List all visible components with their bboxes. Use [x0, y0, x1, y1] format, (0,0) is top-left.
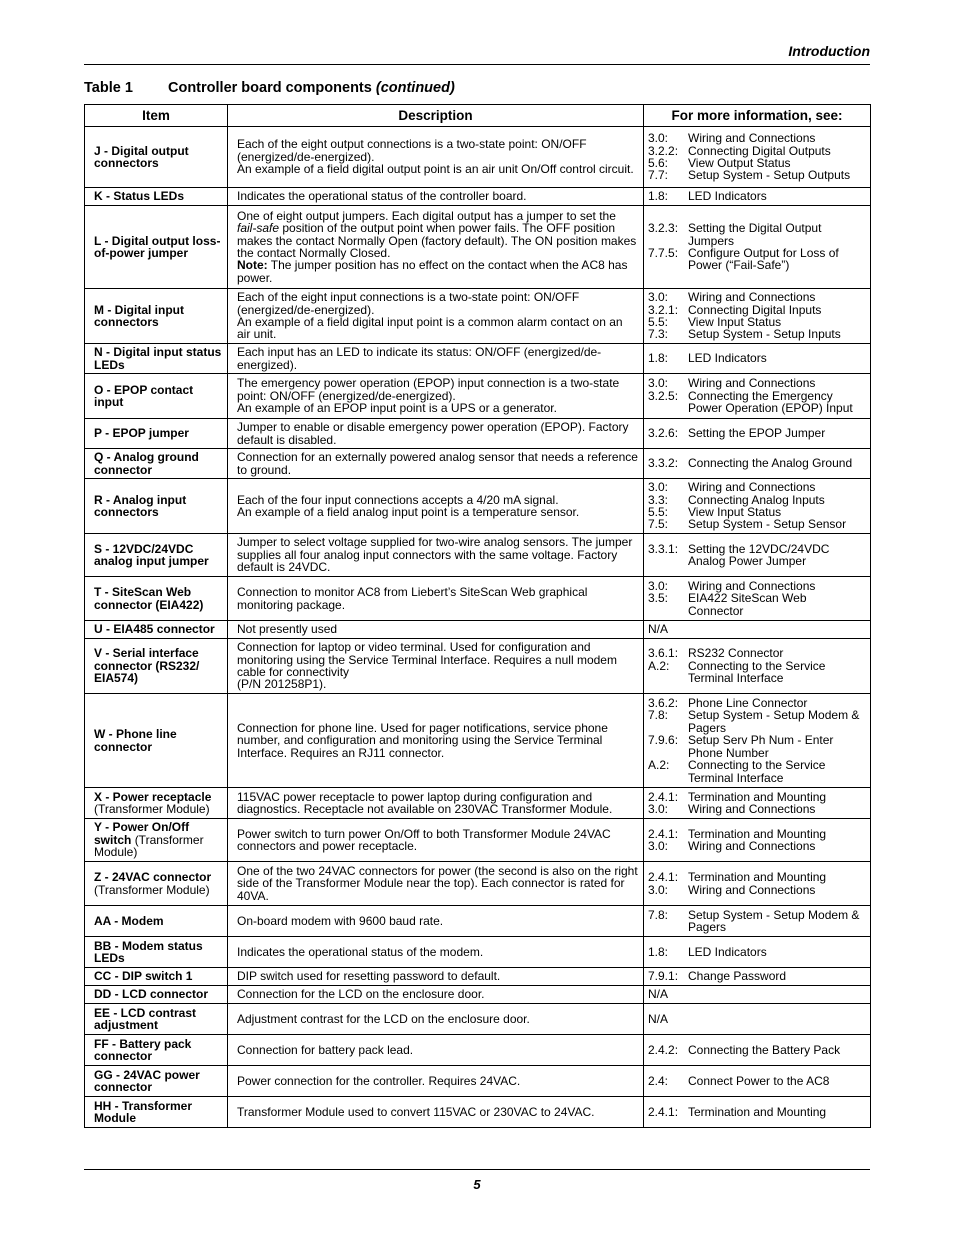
reference-title: View Output Status [688, 156, 791, 170]
table-number: Table 1 [84, 80, 133, 96]
reference-title: Wiring and Connections [688, 578, 816, 593]
references-cell [644, 289, 871, 344]
description-cell [228, 862, 644, 906]
item-cell [85, 289, 228, 344]
column-header-description: Description [228, 105, 644, 127]
reference-section: 2.4.1: [648, 789, 679, 804]
table-row [85, 937, 871, 968]
references-cell [644, 419, 871, 449]
desc-text: Each of the eight output connections is a two-state point: ON/OFF (energized/de-energized). [237, 137, 587, 164]
table-body [85, 127, 871, 1128]
reference-entry [648, 970, 865, 982]
footer-rule [84, 1169, 870, 1170]
reference-title: Connecting Analog Inputs [688, 492, 825, 507]
item-cell [85, 906, 228, 937]
reference-section: 7.9.6: [648, 733, 679, 748]
item-label: U - EIA485 connector [94, 622, 215, 637]
item-label: S - 12VDC/24VDC analog input jumper [94, 541, 209, 568]
item-label: Y - Power On/Off switch [94, 820, 190, 847]
description-cell [228, 534, 644, 577]
desc-text: DIP switch used for resetting password to default. [237, 969, 501, 984]
reference-title [688, 1013, 865, 1025]
table-row [85, 694, 871, 788]
desc-text: 115VAC power receptacle to power laptop during configuration and diagnostics. Receptacle not available on 230VAC Transformer Module. [237, 789, 613, 816]
reference-entry [648, 1075, 865, 1087]
reference-section: 3.6.2: [648, 696, 679, 711]
reference-title: Change Password [688, 969, 787, 984]
desc-text: (P/N 201258P1). [237, 677, 327, 692]
table-row [85, 1097, 871, 1128]
reference-section: 7.5: [648, 517, 669, 532]
reference-entry [648, 543, 865, 568]
reference-entry [648, 946, 865, 958]
reference-section: 3.6.1: [648, 646, 679, 661]
table-row [85, 1004, 871, 1035]
page-number: 5 [473, 1177, 481, 1192]
description-cell [228, 968, 644, 986]
references-cell [644, 986, 871, 1004]
description-cell [228, 639, 644, 694]
item-cell [85, 937, 228, 968]
reference-section: 2.4.1: [648, 826, 679, 841]
references-cell [644, 344, 871, 374]
item-cell [85, 344, 228, 374]
reference-section: 5.6: [648, 156, 669, 170]
desc-text: Jumper to select voltage supplied for two-wire analog sensors. The jumper supplies all four analog input connectors with the same voltage. Factory default is 24VDC. [237, 535, 633, 575]
reference-section: 5.5: [648, 315, 669, 329]
reference-section: 2.4: [648, 1073, 669, 1088]
description-cell [228, 1097, 644, 1128]
reference-title: Setting the EPOP Jumper [688, 426, 826, 441]
reference-title: RS232 Connector [688, 646, 784, 661]
reference-title: Setting the 12VDC/24VDC Analog Power Jumper [688, 541, 830, 568]
reference-entry [648, 518, 865, 530]
desc-text: An example of an EPOP input point is a UPS or a generator. [237, 401, 557, 416]
item-cell [85, 419, 228, 449]
item-label: FF - Battery pack connector [94, 1036, 192, 1063]
item-cell [85, 986, 228, 1004]
item-label: K - Status LEDs [94, 189, 185, 204]
reference-title: Termination and Mounting [688, 870, 827, 885]
reference-section: 3.2.6: [648, 426, 679, 441]
reference-entry [648, 1044, 865, 1056]
reference-section: 1.8: [648, 944, 669, 959]
reference-entry [648, 190, 865, 202]
item-cell [85, 1004, 228, 1035]
description-cell [228, 479, 644, 534]
reference-title: Termination and Mounting [688, 789, 827, 804]
references-cell [644, 621, 871, 639]
item-note: (Transformer Module) [94, 882, 210, 897]
reference-section: 3.3: [648, 492, 669, 507]
reference-section: 3.2.2: [648, 143, 679, 158]
references-cell [644, 1004, 871, 1035]
item-label: EE - LCD contrast adjustment [94, 1005, 197, 1032]
item-cell [85, 206, 228, 289]
reference-section: 7.7: [648, 168, 669, 183]
desc-text: One of eight output jumpers. Each digital output has a jumper to set the [237, 208, 616, 223]
references-cell [644, 862, 871, 906]
reference-title: Connecting to the Service Terminal Interface [688, 658, 826, 686]
desc-text: Indicates the operational status of the modem. [237, 944, 484, 959]
references-cell [644, 1097, 871, 1128]
desc-text: Power switch to turn power On/Off to both Transformer Module 24VAC connectors and power receptacle. [237, 826, 611, 853]
reference-entry [648, 132, 865, 144]
description-cell [228, 986, 644, 1004]
desc-text: Connection for laptop or video terminal. Used for configuration and monitoring using the Service Terminal Interface. Requires a null modem cable for connectivity [237, 640, 617, 679]
reference-title: Phone Line Connector [688, 696, 808, 711]
item-label: HH - Transformer Module [94, 1098, 193, 1125]
table-row [85, 862, 871, 906]
desc-text: On-board modem with 9600 baud rate. [237, 913, 444, 928]
references-cell [644, 534, 871, 577]
reference-section: 2.4.1: [648, 1104, 679, 1119]
table-row [85, 188, 871, 206]
reference-section: 3.2.1: [648, 302, 679, 317]
reference-section: 7.3: [648, 327, 669, 342]
table-row [85, 374, 871, 419]
references-cell [644, 906, 871, 937]
table-row [85, 968, 871, 986]
reference-section: 3.0: [648, 480, 669, 495]
reference-title: Connecting the Analog Ground [688, 456, 853, 471]
references-cell [644, 1035, 871, 1066]
item-cell [85, 577, 228, 621]
references-cell [644, 206, 871, 289]
reference-title: Setup System - Setup Sensor [688, 517, 847, 532]
table-row [85, 206, 871, 289]
table-row [85, 449, 871, 479]
reference-section: A.2: [648, 758, 670, 773]
reference-section: 7.8: [648, 708, 669, 723]
desc-emphasis: fail-safe [237, 221, 280, 236]
item-label: O - EPOP contact input [94, 382, 194, 409]
table-row [85, 534, 871, 577]
reference-entry [648, 291, 865, 303]
table-row [85, 639, 871, 694]
reference-title: Wiring and Connections [688, 376, 816, 391]
reference-title [688, 623, 865, 635]
reference-entry [648, 352, 865, 364]
reference-title: Configure Output for Loss of Power (“Fail-Safe”) [688, 246, 839, 273]
table-row [85, 1066, 871, 1097]
references-cell [644, 374, 871, 419]
reference-entry [648, 1106, 865, 1118]
item-label: T - SiteScan Web connector (EIA422) [94, 585, 204, 612]
item-label: GG - 24VAC power connector [94, 1067, 200, 1094]
item-cell [85, 788, 228, 819]
references-cell [644, 639, 871, 694]
reference-entry [648, 328, 865, 340]
reference-section: 2.4.2: [648, 1042, 679, 1057]
reference-entry [648, 647, 865, 659]
table-row [85, 289, 871, 344]
item-cell [85, 479, 228, 534]
references-cell [644, 819, 871, 862]
description-cell [228, 694, 644, 788]
references-cell [644, 788, 871, 819]
item-label: N - Digital input status LEDs [94, 345, 222, 372]
reference-title: Setup System - Setup Outputs [688, 168, 851, 183]
reference-entry [648, 660, 865, 685]
description-cell [228, 419, 644, 449]
table-row [85, 906, 871, 937]
reference-section: 1.8: [648, 189, 669, 204]
reference-section: 7.9.1: [648, 969, 679, 984]
reference-section: 3.0: [648, 802, 669, 816]
reference-section: 3.0: [648, 882, 669, 897]
reference-section: N/A [648, 1011, 669, 1026]
item-note: (Transformer Module) [94, 832, 204, 860]
reference-section: N/A [648, 622, 669, 637]
description-cell [228, 206, 644, 289]
desc-text: position of the output point when power fails. The OFF position makes the contact Normally Open (factory default). The ON position makes the contact Normally Closed. [237, 221, 637, 260]
reference-entry [648, 247, 865, 272]
reference-entry [648, 222, 865, 247]
table-row [85, 986, 871, 1004]
table-row [85, 127, 871, 188]
reference-section: 3.0: [648, 290, 669, 305]
desc-text: An example of a field digital output point is an air unit On/Off control circuit. [237, 162, 634, 177]
reference-section: N/A [648, 987, 669, 1002]
item-cell [85, 449, 228, 479]
reference-title: EIA422 SiteScan Web Connector [688, 591, 807, 618]
references-cell [644, 1066, 871, 1097]
reference-title: Connecting the Emergency Power Operation (EPOP) Input [688, 388, 853, 416]
column-header-references: For more information, see: [644, 105, 871, 127]
references-cell [644, 577, 871, 621]
item-label: Q - Analog ground connector [94, 450, 199, 477]
description-cell [228, 344, 644, 374]
references-cell [644, 968, 871, 986]
description-cell [228, 188, 644, 206]
desc-text: Each of the four input connections accepts a 4/20 mA signal. [237, 492, 559, 507]
description-cell [228, 1004, 644, 1035]
reference-section: 3.2.5: [648, 388, 679, 403]
desc-text: Jumper to enable or disable emergency power operation (EPOP). Factory default is disabled. [237, 420, 629, 447]
reference-title: Termination and Mounting [688, 826, 827, 841]
reference-entry [648, 427, 865, 439]
reference-section: 3.2.3: [648, 221, 679, 236]
reference-title: Connecting the Battery Pack [688, 1042, 841, 1057]
description-cell [228, 374, 644, 419]
desc-text: One of the two 24VAC connectors for power (the second is also on the right side of the Transformer Module near the top). Each connector is rated for 40VA. [237, 863, 638, 903]
reference-title: Wiring and Connections [688, 131, 816, 146]
reference-section: A.2: [648, 658, 670, 673]
reference-title: Setup System - Setup Inputs [688, 327, 841, 342]
reference-title: LED Indicators [688, 351, 767, 366]
desc-text: An example of a field analog input point is a temperature sensor. [237, 505, 580, 519]
reference-title: Connecting to the Service Terminal Interface [688, 758, 826, 785]
item-note: (Transformer Module) [94, 802, 210, 816]
description-cell [228, 906, 644, 937]
item-label: DD - LCD connector [94, 987, 208, 1002]
desc-text: Not presently used [237, 622, 338, 637]
desc-text: The emergency power operation (EPOP) input connection is a two-state point: ON/OFF (energized/de-energized). [237, 376, 620, 403]
reference-entry [648, 840, 865, 852]
table-row [85, 621, 871, 639]
reference-section: 3.0: [648, 839, 669, 853]
desc-text: An example of a field digital input point is a common alarm contact on an air unit. [237, 315, 623, 342]
reference-section: 7.7.5: [648, 246, 679, 260]
reference-entry [648, 734, 865, 759]
item-cell [85, 534, 228, 577]
table-continued: (continued) [375, 80, 455, 96]
column-header-item: Item [85, 105, 228, 127]
components-table [84, 104, 871, 1128]
description-cell [228, 819, 644, 862]
reference-section: 1.8: [648, 351, 669, 366]
table-row [85, 419, 871, 449]
item-cell [85, 639, 228, 694]
description-cell [228, 289, 644, 344]
desc-text: Connection to monitor AC8 from Liebert’s SiteScan Web graphical monitoring package. [237, 585, 588, 612]
reference-section: 3.5: [648, 591, 669, 606]
reference-title: LED Indicators [688, 189, 767, 204]
item-cell [85, 1035, 228, 1066]
references-cell [644, 479, 871, 534]
item-label: W - Phone line connector [94, 727, 177, 754]
reference-entry [648, 592, 865, 617]
item-label: M - Digital input connectors [94, 302, 184, 329]
reference-title: Connecting Digital Outputs [688, 143, 831, 158]
desc-text: Transformer Module used to convert 115VAC or 230VAC to 24VAC. [237, 1104, 595, 1119]
reference-section: 3.3.1: [648, 541, 679, 556]
table-row [85, 788, 871, 819]
desc-text: Connection for an externally powered analog sensor that needs a reference to ground. [237, 450, 638, 477]
reference-entry [648, 377, 865, 389]
reference-entry [648, 909, 865, 934]
reference-entry [648, 988, 865, 1000]
item-cell [85, 862, 228, 906]
table-title: Controller board components [168, 80, 372, 96]
reference-entry [648, 759, 865, 784]
reference-entry [648, 871, 865, 883]
description-cell [228, 621, 644, 639]
note-label: Note: [237, 258, 268, 273]
item-cell [85, 819, 228, 862]
reference-title [688, 988, 865, 1000]
item-label: L - Digital output loss-of-power jumper [94, 233, 221, 260]
reference-entry [648, 1013, 865, 1025]
reference-entry [648, 481, 865, 493]
references-cell [644, 188, 871, 206]
item-label: R - Analog input connectors [94, 492, 187, 519]
reference-title: Termination and Mounting [688, 1104, 827, 1119]
item-cell [85, 621, 228, 639]
description-cell [228, 1035, 644, 1066]
desc-text: Connection for battery pack lead. [237, 1042, 414, 1057]
desc-text: Power connection for the controller. Requires 24VAC. [237, 1073, 521, 1088]
desc-text: Each input has an LED to indicate its status: ON/OFF (energized/de-energized). [237, 345, 602, 372]
item-label: BB - Modem status LEDs [94, 938, 203, 965]
references-cell [644, 449, 871, 479]
reference-title: Wiring and Connections [688, 802, 816, 816]
reference-section: 3.3.2: [648, 456, 679, 471]
item-label: CC - DIP switch 1 [94, 969, 193, 984]
desc-text: Adjustment contrast for the LCD on the enclosure door. [237, 1011, 530, 1026]
description-cell [228, 1066, 644, 1097]
reference-section: 3.0: [648, 376, 669, 391]
table-row [85, 577, 871, 621]
reference-entry [648, 169, 865, 181]
header-rule [84, 64, 870, 65]
item-cell [85, 968, 228, 986]
item-label: V - Serial interface connector (RS232/ EIA574) [94, 646, 200, 686]
item-cell [85, 188, 228, 206]
item-label: J - Digital output connectors [94, 143, 189, 170]
reference-section: 2.4.1: [648, 870, 679, 885]
description-cell [228, 577, 644, 621]
reference-section: 3.0: [648, 131, 669, 146]
item-cell [85, 374, 228, 419]
description-cell [228, 127, 644, 188]
desc-text: Each of the eight input connections is a two-state point: ON/OFF (energized/de-energized). [237, 290, 580, 317]
table-row [85, 1035, 871, 1066]
reference-title: Wiring and Connections [688, 290, 816, 305]
desc-text: Indicates the operational status of the controller board. [237, 189, 527, 204]
reference-title: View Input Status [688, 315, 782, 329]
reference-title: Connecting Digital Inputs [688, 302, 822, 317]
desc-text: Connection for phone line. Used for pager notifications, service phone number, and configuration and monitoring using the Service Terminal Interface. Requires an RJ11 connector. [237, 720, 608, 760]
item-cell [85, 1066, 228, 1097]
reference-title: Setup System - Setup Modem & Pagers [688, 708, 860, 735]
desc-text: The jumper position has no effect on the contact when the AC8 has power. [237, 258, 628, 285]
section-title: Introduction [788, 43, 870, 59]
reference-title: Setting the Digital Output Jumpers [688, 221, 822, 248]
reference-title: Wiring and Connections [688, 882, 816, 897]
reference-entry [648, 390, 865, 415]
reference-title: LED Indicators [688, 944, 767, 959]
item-label: AA - Modem [94, 913, 164, 928]
item-label: X - Power receptacle [94, 789, 212, 804]
table-header-row [85, 105, 871, 127]
references-cell [644, 694, 871, 788]
table-row [85, 819, 871, 862]
reference-entry [648, 623, 865, 635]
item-cell [85, 1097, 228, 1128]
table-row [85, 479, 871, 534]
reference-title: View Input Status [688, 505, 782, 519]
reference-entry [648, 457, 865, 469]
item-cell [85, 127, 228, 188]
description-cell [228, 449, 644, 479]
desc-text: Connection for the LCD on the enclosure door. [237, 987, 485, 1002]
item-label: P - EPOP jumper [94, 426, 189, 441]
reference-section: 5.5: [648, 505, 669, 519]
reference-entry [648, 709, 865, 734]
table-caption [84, 80, 455, 96]
item-label: Z - 24VAC connector [94, 870, 212, 885]
reference-entry [648, 884, 865, 896]
table-row [85, 344, 871, 374]
reference-entry [648, 803, 865, 815]
description-cell [228, 937, 644, 968]
references-cell [644, 937, 871, 968]
reference-section: 7.8: [648, 907, 669, 922]
reference-section: 3.0: [648, 578, 669, 593]
description-cell [228, 788, 644, 819]
reference-title: Setup Serv Ph Num - Enter Phone Number [688, 733, 834, 760]
reference-title: Connect Power to the AC8 [688, 1073, 830, 1088]
reference-title: Setup System - Setup Modem & Pagers [688, 907, 860, 934]
item-cell [85, 694, 228, 788]
reference-title: Wiring and Connections [688, 839, 816, 853]
reference-title: Wiring and Connections [688, 480, 816, 495]
references-cell [644, 127, 871, 188]
